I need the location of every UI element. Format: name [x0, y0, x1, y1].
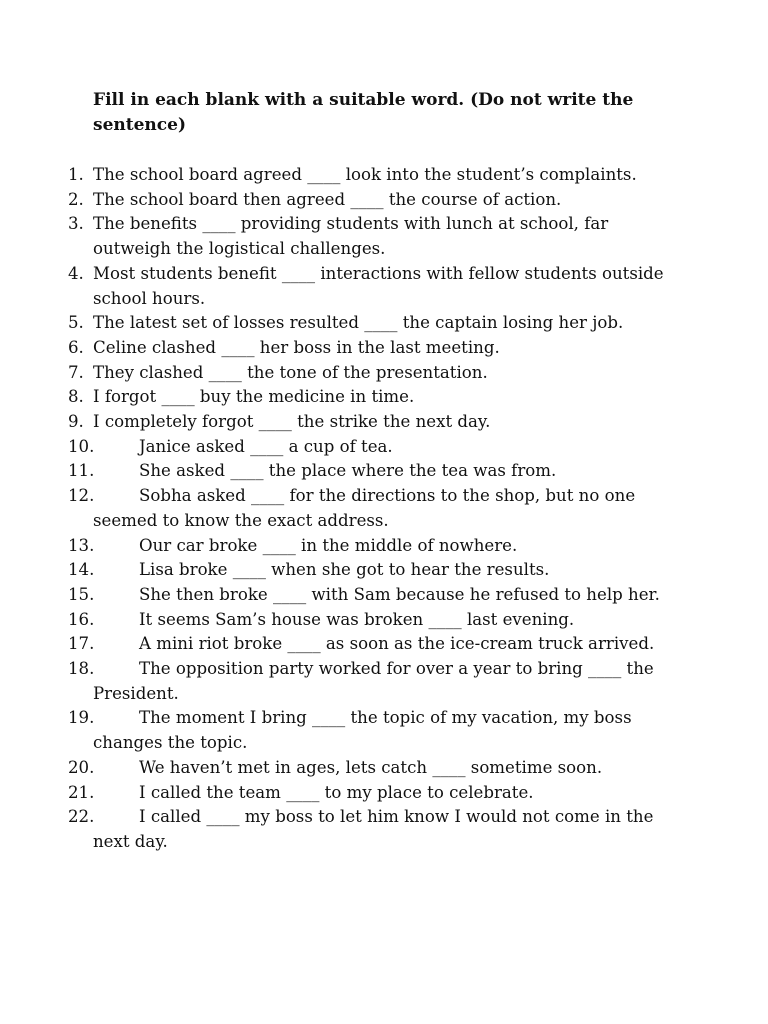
- question-text: She asked ____ the place where the tea was from.: [139, 461, 557, 481]
- question-number: 19.: [68, 708, 95, 728]
- question-number: 6.: [68, 337, 84, 357]
- question-item: [0, 188, 768, 213]
- question-number: 2.: [68, 189, 84, 209]
- question-number: 4.: [68, 263, 84, 283]
- question-item: [0, 385, 768, 410]
- question-text: The benefits ____ providing students with lunch at school, far outweigh the logistical challenges.: [93, 214, 609, 259]
- question-text: The moment I bring ____ the topic of my vacation, my boss changes the topic.: [93, 708, 632, 753]
- question-item: [0, 336, 768, 361]
- question-text: Our car broke ____ in the middle of nowhere.: [139, 535, 518, 555]
- question-number: 12.: [68, 486, 95, 506]
- question-number: 5.: [68, 313, 84, 333]
- question-item: [0, 435, 768, 460]
- question-item: [0, 583, 768, 608]
- question-text: The school board then agreed ____ the course of action.: [93, 189, 562, 209]
- question-number: 21.: [68, 782, 95, 802]
- question-number: 16.: [68, 609, 95, 629]
- question-number: 11.: [68, 461, 95, 481]
- question-item: [0, 805, 768, 854]
- question-item: [0, 361, 768, 386]
- question-text: I called the team ____ to my place to celebrate.: [139, 782, 534, 802]
- question-number: 20.: [68, 757, 95, 777]
- question-text: It seems Sam’s house was broken ____ last evening.: [139, 609, 575, 629]
- question-item: [0, 459, 768, 484]
- question-item: [0, 262, 768, 311]
- question-text: I completely forgot ____ the strike the next day.: [93, 412, 491, 432]
- question-item: [0, 657, 768, 706]
- question-text: A mini riot broke ____ as soon as the ice-cream truck arrived.: [139, 634, 655, 654]
- question-item: [0, 163, 768, 188]
- question-list: [0, 163, 768, 855]
- question-number: 14.: [68, 560, 95, 580]
- question-number: 13.: [68, 535, 95, 555]
- question-text: Celine clashed ____ her boss in the last meeting.: [93, 337, 500, 357]
- question-text: The opposition party worked for over a year to bring ____ the President.: [93, 659, 654, 703]
- question-text: We haven’t met in ages, lets catch ____ sometime soon.: [139, 757, 603, 777]
- question-number: 22.: [68, 807, 95, 827]
- question-item: [0, 558, 768, 583]
- question-text: I forgot ____ buy the medicine in time.: [93, 387, 415, 407]
- question-item: [0, 756, 768, 781]
- question-item: [0, 311, 768, 336]
- question-number: 1.: [68, 165, 84, 184]
- question-text: Lisa broke ____ when she got to hear the results.: [139, 560, 550, 580]
- instructions-heading: Fill in each blank with a suitable word. (Do not write the sentence): [93, 90, 634, 135]
- question-item: [0, 410, 768, 435]
- question-text: The latest set of losses resulted ____ the captain losing her job.: [93, 313, 624, 333]
- question-item: [0, 632, 768, 657]
- question-item: [0, 608, 768, 633]
- question-number: 17.: [68, 634, 95, 654]
- question-item: [0, 534, 768, 559]
- question-number: 9.: [68, 412, 84, 432]
- question-text: I called ____ my boss to let him know I would not come in the next day.: [93, 807, 654, 851]
- question-item: [0, 781, 768, 806]
- question-text: Most students benefit ____ interactions with fellow students outside school hours.: [93, 263, 664, 308]
- question-item: [0, 212, 768, 261]
- question-item: [0, 484, 768, 533]
- question-number: 18.: [68, 659, 95, 679]
- question-item: [0, 706, 768, 755]
- question-number: 15.: [68, 584, 95, 604]
- question-number: 10.: [68, 436, 95, 456]
- question-number: 7.: [68, 362, 84, 382]
- question-text: She then broke ____ with Sam because he refused to help her.: [139, 584, 660, 604]
- question-number: 8.: [68, 387, 84, 407]
- question-text: Sobha asked ____ for the directions to the shop, but no one seemed to know the exact address.: [93, 486, 636, 530]
- question-text: Janice asked ____ a cup of tea.: [139, 436, 393, 456]
- question-text: They clashed ____ the tone of the presentation.: [93, 362, 488, 382]
- question-number: 3.: [68, 214, 84, 234]
- question-text: The school board agreed ____ look into the student’s complaints.: [93, 165, 637, 184]
